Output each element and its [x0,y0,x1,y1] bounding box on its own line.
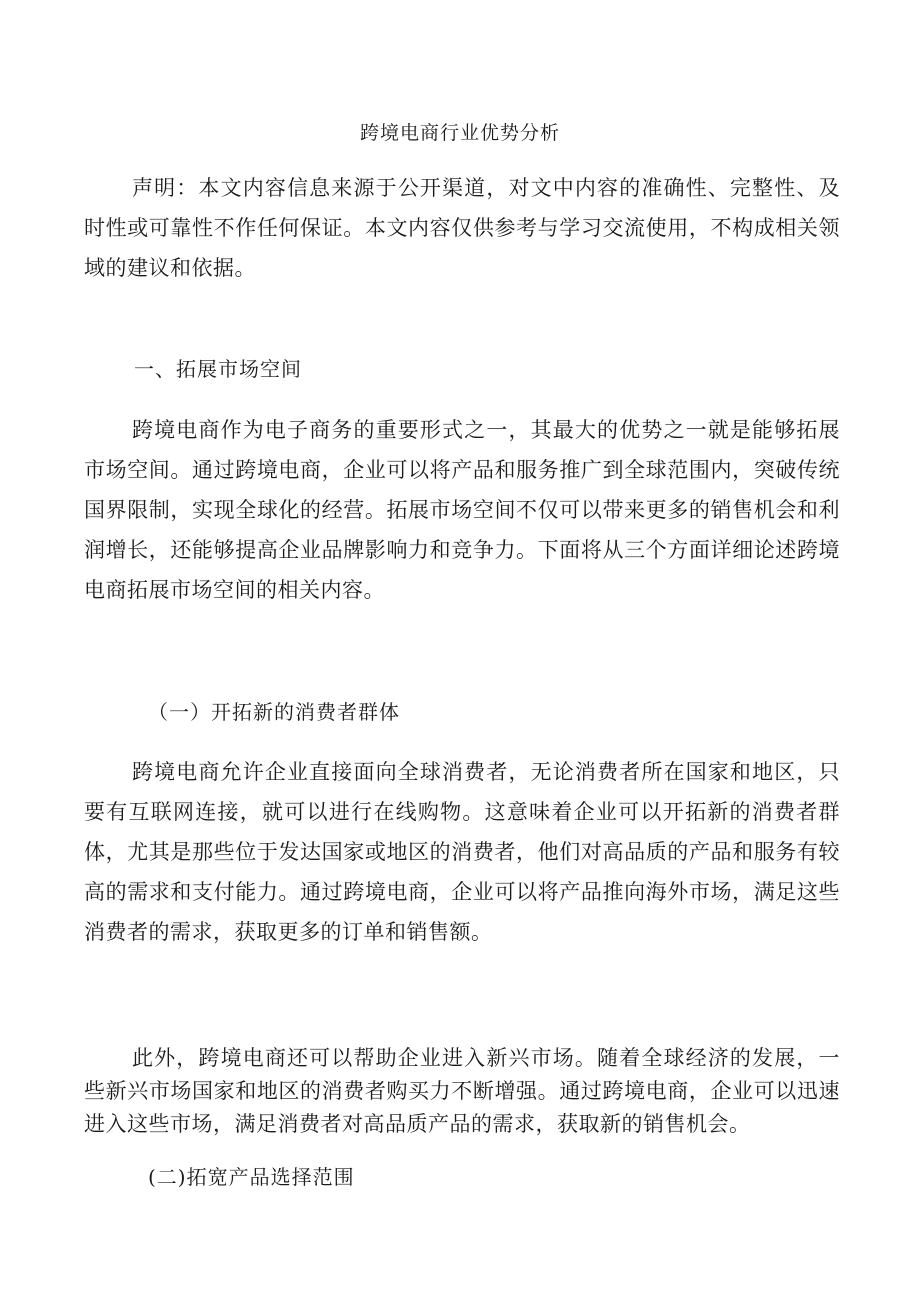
document-title: 跨境电商行业优势分析 [359,122,560,144]
subsection-heading-1: （一）开拓新的消费者群体 [148,700,400,724]
subsection-1-paragraph-1: 跨境电商允许企业直接面向全球消费者，无论消费者所在国家和地区，只要有互联网连接，就可以进行在线购物。这意味着企业可以开拓新的消费者群体，尤其是那些位于发达国家或地区的消费者，他们对高品质的产品和服务有较高的需求和支付能力。通过跨境电商，企业可以将产品推向海外市场，满足这些消费者的需求，获取更多的订单和销售额。 [84,760,840,944]
disclaimer-paragraph: 声明：本文内容信息来源于公开渠道，对文中内容的准确性、完整性、及时性或可靠性不作任何保证。本文内容仅供参考与学习交流使用，不构成相关领域的建议和依据。 [84,176,840,280]
section-1-intro-paragraph: 跨境电商作为电子商务的重要形式之一，其最大的优势之一就是能够拓展市场空间。通过跨境电商，企业可以将产品和服务推广到全球范围内，突破传统国界限制，实现全球化的经营。拓展市场空间不仅可以带来更多的销售机会和利润增长，还能够提高企业品牌影响力和竞争力。下面将从三个方面详细论述跨境电商拓展市场空间的相关内容。 [84,418,840,602]
subsection-1-paragraph-2: 此外，跨境电商还可以帮助企业进入新兴市场。随着全球经济的发展，一些新兴市场国家和地区的消费者购买力不断增强。通过跨境电商，企业可以迅速进入这些市场，满足消费者对高品质产品的需求，获取新的销售机会。 [84,1046,840,1136]
section-heading-1: 一、拓展市场空间 [134,357,302,381]
subsection-heading-2: (二)拓宽产品选择范围 [148,1165,355,1189]
